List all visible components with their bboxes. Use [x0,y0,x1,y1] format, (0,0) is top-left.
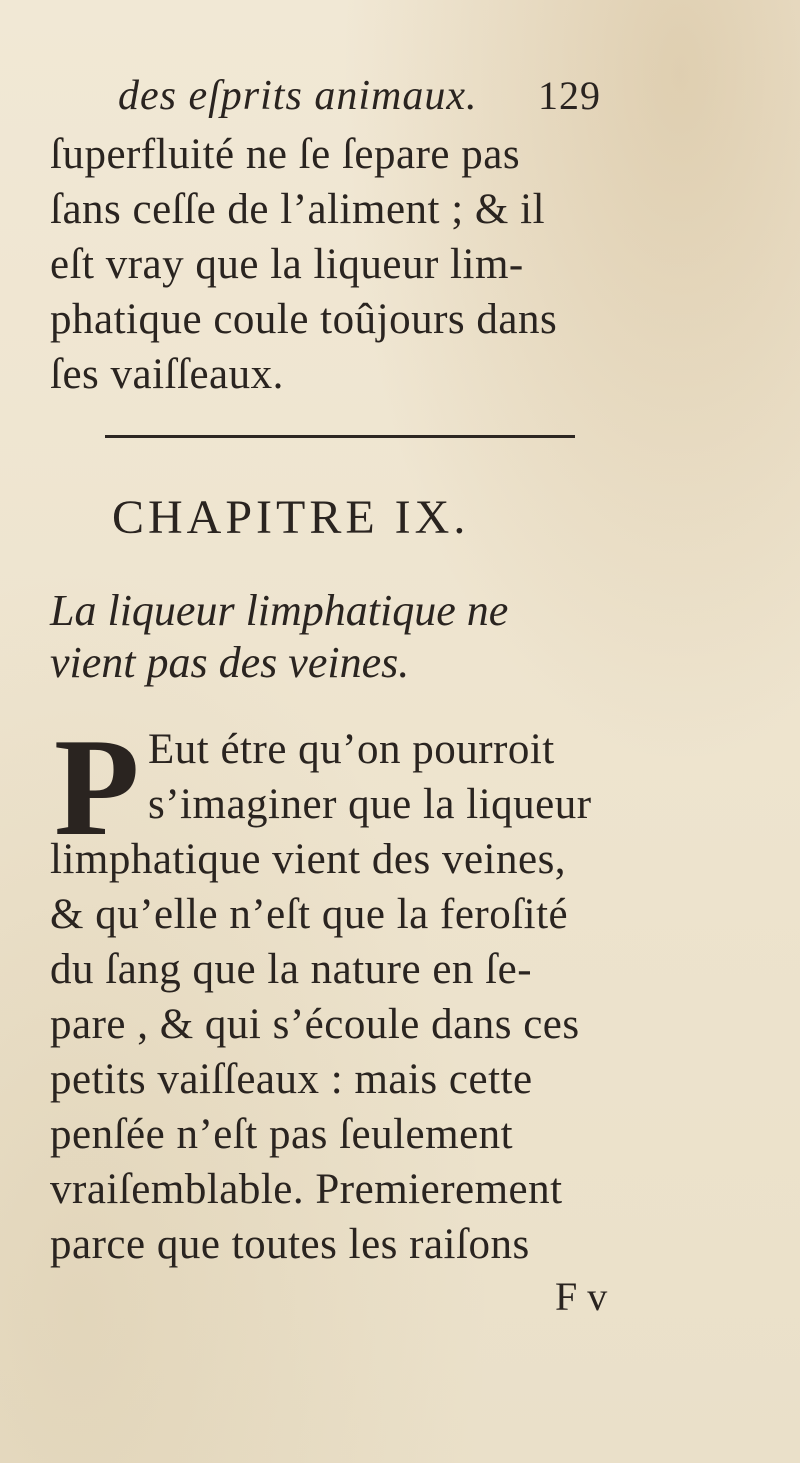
drop-cap: P [54,710,140,865]
text-line: vraiſemblable. Premierement [50,1166,563,1213]
chapter-divider-rule [105,435,575,438]
text-line: ſans ceſſe de l’aliment ; & il [50,186,546,233]
text-line: pare , & qui s’écoule dans ces [50,1001,580,1048]
running-head [118,72,618,120]
text-line: phatique coule toûjours dans [50,296,558,343]
text-line: s’imaginer que la liqueur [148,781,592,828]
text-line: du ſang que la nature en ſe- [50,946,533,993]
text-line: penſée n’eſt pas ſeulement [50,1111,514,1158]
text-line: & qu’elle n’eſt que la feroſité [50,891,569,938]
text-line: ſuperfluité ne ſe ſepare pas [50,131,521,178]
text-line: limphatique vient des veines, [50,836,567,883]
chapter-heading: CHAPITRE IX. [112,491,470,544]
text-line: petits vaiſſeaux : mais cette [50,1056,533,1103]
chapter-subtitle-line-2: vient pas des veines. [50,638,410,687]
text-line: Eut étre qu’on pourroit [148,726,555,773]
text-line: parce que toutes les raiſons [50,1221,530,1268]
running-head-title: des eſprits animaux. [118,73,478,119]
chapter-subtitle-line-1: La liqueur limphatique ne [50,586,509,635]
page-number: 129 [538,73,601,118]
catchword: F v [555,1274,608,1319]
text-line: ſes vaiſſeaux. [50,351,284,398]
text-line: eſt vray que la liqueur lim- [50,241,524,288]
